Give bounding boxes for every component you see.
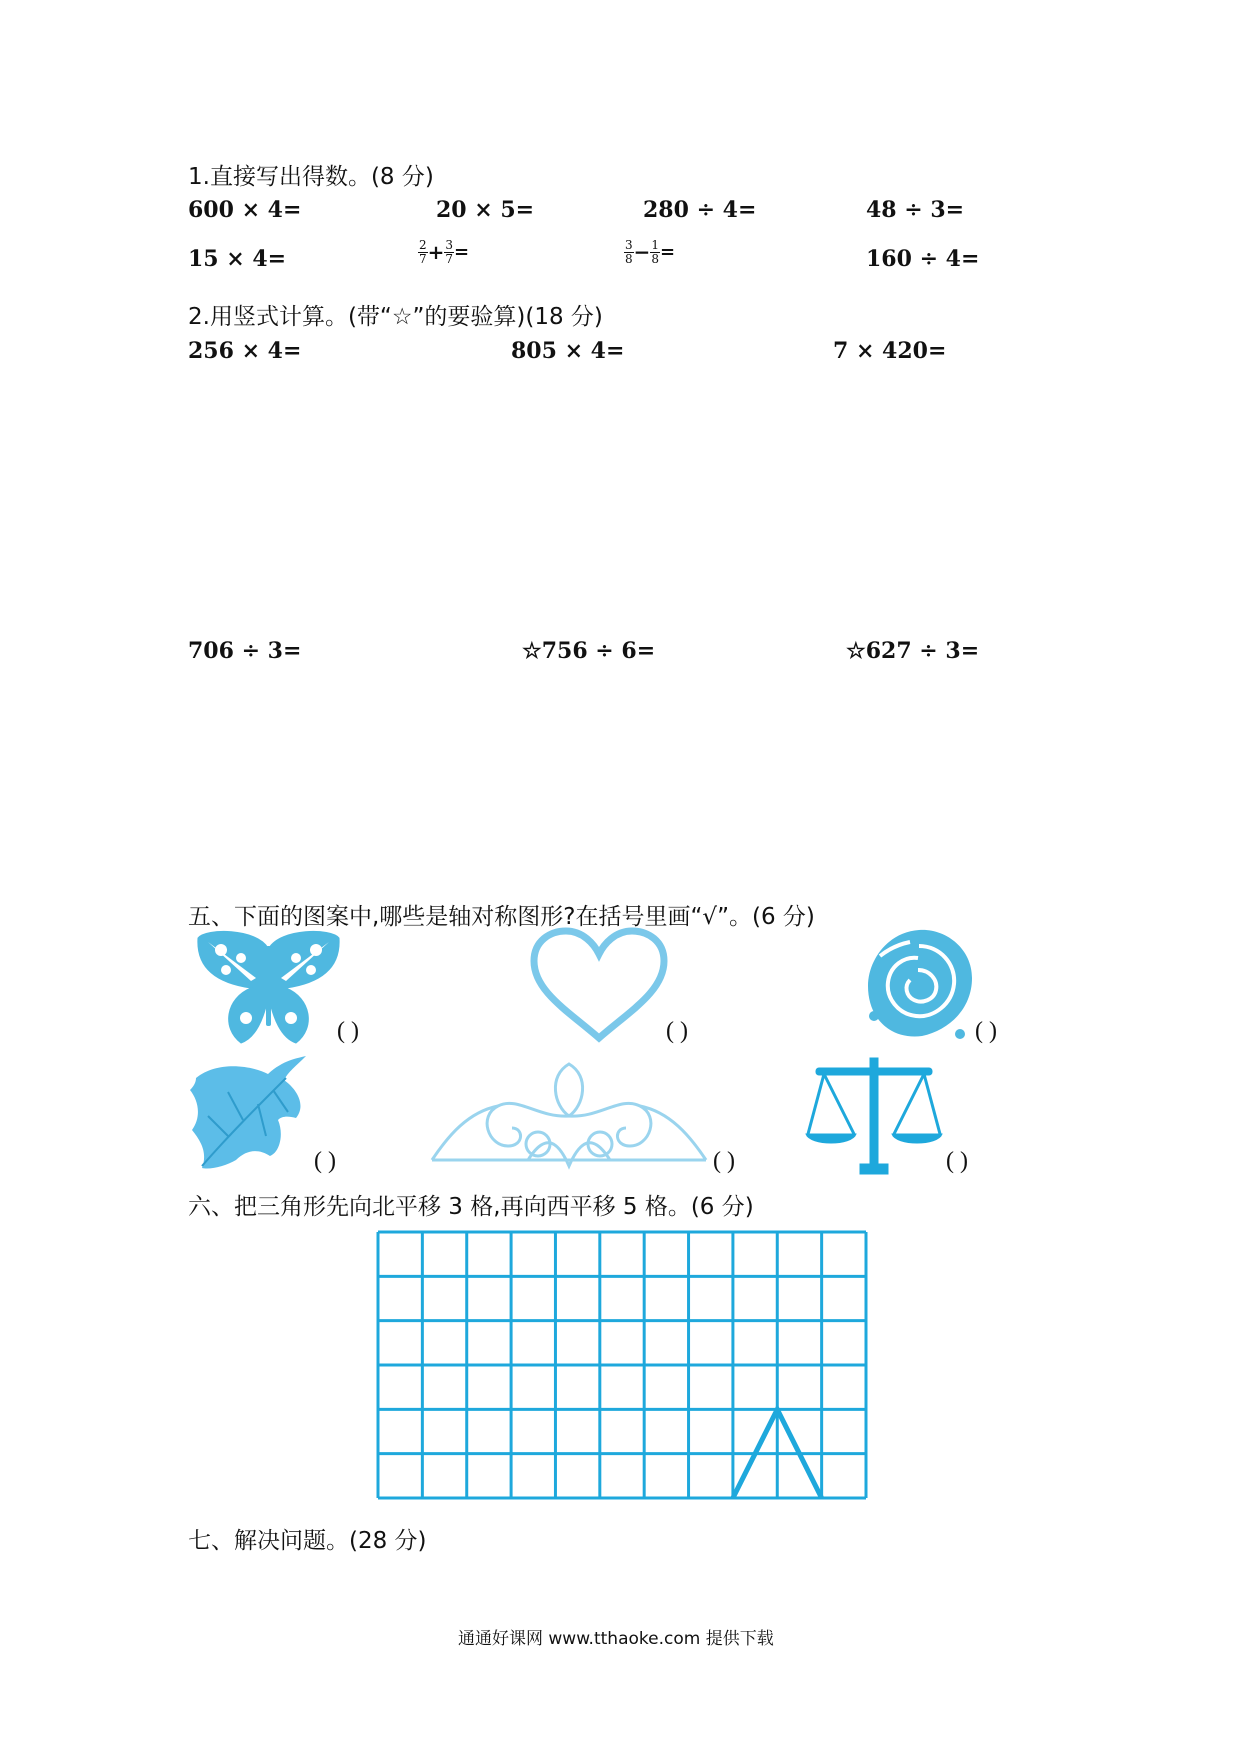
- oral-problem-5: 15 × 4=: [188, 246, 287, 272]
- answer-paren-ornament[interactable]: ( ): [713, 1148, 735, 1174]
- oral-problem-3: 280 ÷ 4=: [643, 197, 757, 223]
- rose-icon: [860, 926, 978, 1044]
- minus-sign: −: [633, 240, 651, 264]
- oral-problem-2: 20 × 5=: [436, 197, 535, 223]
- oral-problem-fraction-add: [418, 238, 469, 266]
- fraction-d: $\frac{1}{8}$: [651, 237, 660, 266]
- section6-heading: 六、把三角形先向北平移 3 格,再向西平移 5 格。(6 分): [188, 1194, 754, 1220]
- vertical-calc-4: 706 ÷ 3=: [188, 638, 302, 664]
- equals-sign: =: [660, 241, 676, 263]
- answer-paren-scale[interactable]: ( ): [946, 1148, 968, 1174]
- answer-paren-heart[interactable]: ( ): [666, 1018, 688, 1044]
- fraction-c: $\frac{3}{8}$: [625, 237, 633, 266]
- vertical-calc-2: 805 × 4=: [511, 338, 625, 364]
- vertical-calc-3: 7 × 420=: [833, 338, 947, 364]
- oral-problem-fraction-sub: [624, 238, 675, 266]
- answer-paren-rose[interactable]: ( ): [975, 1018, 997, 1044]
- oral-problem-1: 600 × 4=: [188, 197, 302, 223]
- section7-heading: 七、解决问题。(28 分): [188, 1528, 427, 1554]
- vertical-calc-5: ☆756 ÷ 6=: [522, 638, 656, 664]
- leaf-icon: [188, 1056, 313, 1174]
- plus-sign: +: [427, 240, 445, 264]
- section5-heading: 五、下面的图案中,哪些是轴对称图形?在括号里画“√”。(6 分): [188, 904, 815, 930]
- vertical-calc-6: ☆627 ÷ 3=: [846, 638, 980, 664]
- balance-scale-icon: [806, 1056, 942, 1178]
- fraction-a: $\frac{2}{7}$: [419, 237, 427, 266]
- oral-problem-8: 160 ÷ 4=: [866, 246, 980, 272]
- heart-icon: [528, 926, 670, 1046]
- scroll-ornament-icon: [428, 1056, 710, 1174]
- answer-paren-leaf[interactable]: ( ): [314, 1148, 336, 1174]
- fraction-b: $\frac{3}{7}$: [445, 237, 454, 266]
- butterfly-icon: [196, 928, 341, 1048]
- equals-sign: =: [454, 241, 470, 263]
- vertical-calc-1: 256 × 4=: [188, 338, 302, 364]
- answer-paren-butterfly[interactable]: ( ): [337, 1018, 359, 1044]
- footer-source: 通通好课网 www.tthaoke.com 提供下载: [458, 1629, 774, 1649]
- section1-heading: 1.直接写出得数。(8 分): [188, 164, 434, 190]
- section2-heading: 2.用竖式计算。(带“☆”的要验算)(18 分): [188, 304, 603, 330]
- oral-problem-4: 48 ÷ 3=: [866, 197, 965, 223]
- translation-grid: [378, 1232, 866, 1502]
